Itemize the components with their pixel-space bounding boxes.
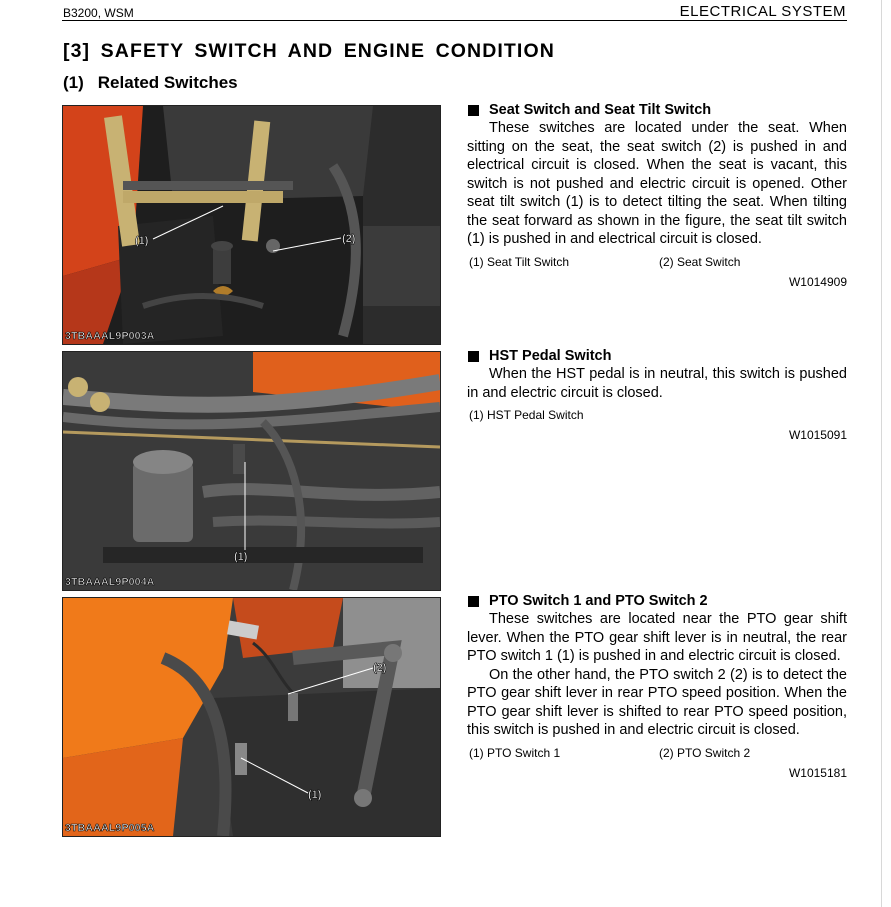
heading-square-icon (468, 351, 479, 362)
figure-legend (467, 746, 847, 760)
header-chapter: ELECTRICAL SYSTEM (679, 3, 846, 20)
callout-2: (2) (373, 662, 387, 674)
block-hst-pedal-switch (467, 348, 847, 442)
legend-item: (1) Seat Tilt Switch (469, 254, 570, 269)
figure-legend (467, 408, 847, 422)
hst-switch-illustration (63, 352, 440, 590)
header-model: B3200, WSM (63, 6, 134, 20)
callout-1: (1) (308, 789, 322, 801)
photo-seat-switches (62, 105, 441, 345)
photo-code: 3TBAAAL9P005A (65, 822, 155, 834)
photo-code: 3TBAAAL9P004A (65, 576, 155, 588)
photo-code: 3TBAAAL9P003A (65, 330, 155, 342)
callout-1: (1) (135, 235, 149, 247)
figure-legend (467, 255, 847, 269)
legend-item: (1) PTO Switch 1 (469, 745, 561, 760)
legend-item: (2) PTO Switch 2 (659, 745, 751, 760)
block-heading (467, 593, 847, 609)
legend-item: (2) Seat Switch (659, 254, 741, 269)
block-paragraph: On the other hand, the PTO switch 2 (2) is to detect the PTO gear shift lever in rear PTO speed position. When the PTO gear shift lever is shifted to rear PTO speed position, this switch is pushed in and electric circuit is closed. (467, 666, 847, 738)
block-heading-text: PTO Switch 1 and PTO Switch 2 (489, 593, 708, 609)
pto-switch-illustration (63, 598, 440, 836)
reference-code: W1014909 (788, 274, 847, 289)
heading-square-icon (468, 105, 479, 116)
reference-code: W1015181 (788, 765, 847, 780)
page-edge-rule (881, 0, 882, 907)
block-heading-text: HST Pedal Switch (489, 348, 612, 364)
reference-code: W1015091 (788, 428, 847, 442)
heading-square-icon (468, 596, 479, 607)
block-heading (467, 348, 847, 364)
seat-switch-illustration (63, 106, 440, 344)
block-heading-text: Seat Switch and Seat Tilt Switch (489, 102, 712, 118)
block-pto-switch (467, 593, 847, 780)
header-divider (62, 20, 847, 21)
block-paragraph: These switches are located under the seat. When sitting on the seat, the seat switch (2) is pushed in and electrical circuit is closed. When the seat is vacant, this switch is not pushed and electric circuit is opened. Other seat tilt switch (1) is to detect tilting the seat. When tilting the seat forward as shown in the figure, the seat tilt switch (1) is pushed in and electrical circuit is closed. (467, 120, 847, 247)
block-seat-switch (467, 102, 847, 289)
block-paragraph: When the HST pedal is in neutral, this switch is pushed in and electric circuit is closed. (467, 366, 847, 401)
subsection-title (63, 73, 238, 93)
block-heading (467, 102, 847, 118)
photo-pto-switches (62, 597, 441, 837)
section-title: [3] SAFETY SWITCH AND ENGINE CONDITION (63, 40, 555, 62)
subsection-number: (1) (63, 73, 84, 92)
subsection-label: Related Switches (97, 73, 238, 92)
callout-2: (2) (342, 233, 356, 245)
legend-item: (1) HST Pedal Switch (469, 408, 584, 422)
callout-1: (1) (234, 551, 248, 563)
photo-hst-pedal-switch (62, 351, 441, 591)
block-paragraph: These switches are located near the PTO gear shift lever. When the PTO gear shift lever is in neutral, the rear PTO switch 1 (1) is pushed in and electric circuit is closed. (467, 611, 847, 664)
